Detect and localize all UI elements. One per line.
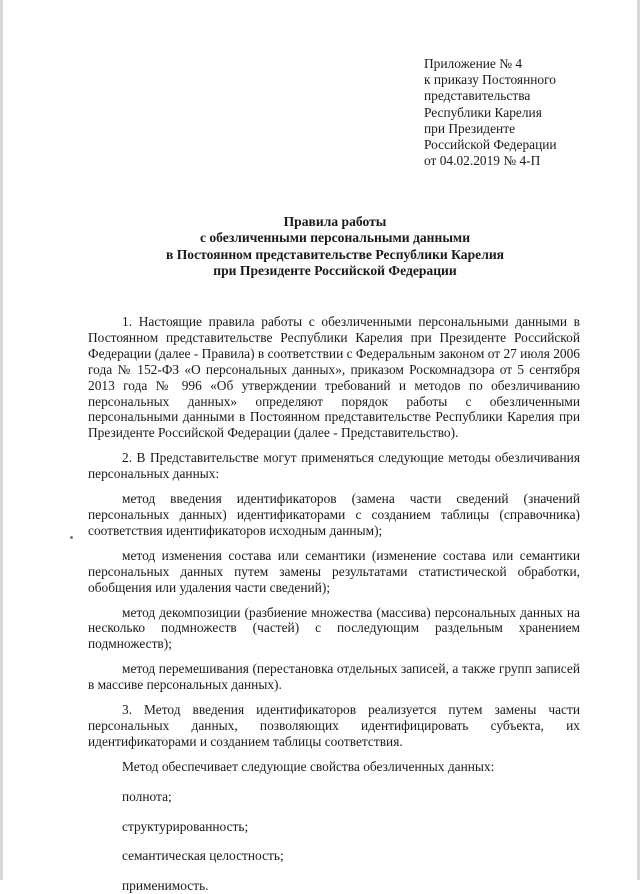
annex-line: при Президенте: [424, 120, 516, 136]
title-line: Правила работы: [283, 214, 387, 229]
method-composition: метод изменения состава или семантики (изменение состава или семантики персональных данных путем замены результатами статистической обработки, обобщения или удаления части сведений);: [88, 547, 580, 595]
property-item: полнота;: [122, 788, 172, 804]
paragraph-1: 1. Настоящие правила работы с обезличенными персональными данными в Постоянном представительстве Республики Карелия при Президенте Российской Федерации (далее - Правила) в соответствии с Федеральным законом от 27 июля 2006 года № 152-ФЗ «О персональных данных», приказом Роскомнадзора от 5 сентября 2013 года № 996 «Об утверждении требований и методов по обезличиванию персональных данных» определяют порядок работы с обезличенными персональными данными в Постоянном представительстве Республики Карелия при Президенте Российской Федерации (далее - Представительство).: [88, 314, 580, 441]
annex-line: Российской Федерации: [424, 137, 557, 153]
paragraph-3: 3. Метод введения идентификаторов реализуется путем замены части персональных данных, позволяющих идентифицировать субъекта, их идентификаторами и созданием таблицы соответствия.: [88, 702, 580, 749]
annex-line: к приказу Постоянного: [424, 72, 556, 88]
document-body: [88, 314, 580, 894]
document-title: [80, 214, 590, 280]
method-shuffling: метод перемешивания (перестановка отдельных записей, а также групп записей в массиве персональных данных).: [88, 661, 580, 693]
annex-line: Приложение № 4: [424, 56, 523, 71]
method-decomposition: метод декомпозиции (разбиение множества (массива) персональных данных на несколько подмножеств (частей) с последующим раздельным хранением подмножеств);: [88, 604, 580, 652]
annex-line: Республики Карелия: [424, 104, 542, 120]
annex-line: представительства: [424, 88, 531, 104]
property-item: семантическая целостность;: [122, 848, 284, 864]
annex-block: [424, 56, 624, 169]
paragraph-2: 2. В Представительстве могут применяться следующие методы обезличивания персональных данных:: [88, 450, 580, 482]
title-line: при Президенте Российской Федерации: [213, 263, 457, 279]
method-identifiers: метод введения идентификаторов (замена части сведений (значений персональных данных) идентификаторами с созданием таблицы (справочника) соответствия идентификаторов исходным данным);: [88, 491, 580, 538]
property-item: применимость.: [122, 878, 209, 894]
scan-artifact: [70, 536, 73, 539]
title-line: с обезличенными персональными данными: [199, 230, 471, 246]
title-line: в Постоянном представительстве Республики Карелия: [165, 246, 505, 262]
annex-line: от 04.02.2019 № 4-П: [424, 153, 541, 169]
property-item: структурированность;: [122, 818, 249, 834]
paragraph-4: Метод обеспечивает следующие свойства обезличенных данных:: [122, 758, 495, 774]
scan-edge-left: [0, 0, 3, 880]
